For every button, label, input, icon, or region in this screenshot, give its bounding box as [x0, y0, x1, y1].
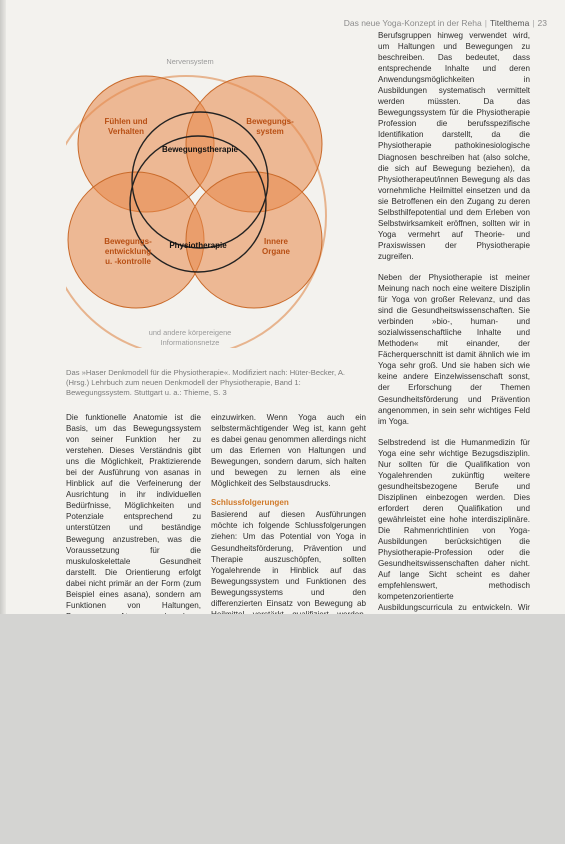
figure-caption: Das »Haser Denkmodell für die Physiotherapie«. Modifiziert nach: Hüter-Becker, A. (Hrsg.) Lehrbuch zum neuen Denkmodell der Physiotherapie, Band 1: Bewegungssystem. Stuttgart u. a.: Thieme, S. 3 [66, 368, 345, 397]
page-number: 23 [537, 18, 547, 28]
running-title: Das neue Yoga-Konzept in der Reha [343, 18, 482, 28]
outer-label-bottom-2: Informationsnetze [160, 338, 220, 347]
section-name: Titelthema [489, 18, 530, 28]
paragraph: Basierend auf diesen Ausführungen möchte ich folgende Schlussfolgerungen ziehen: Um das Potential von Yoga in Gesundheitsförderung, Prävention und Therapie auszuschöpfen, sollten Yogalehrende in Hinblick auf das Bewegungssystem und Funktionen des Bewegungssystems und den differenzierten Einsatz von Bewegung ab [211, 510, 366, 608]
venn-diagram [66, 48, 366, 348]
paragraph: Die funktionelle Anatomie ist die Basis, um das Bewegungssystem von seiner Funktion her zu verstehen. Dieses Verständnis gibt uns die Möglichkeit, Praktizierende bei der Ausführung von asanas in Hinblick auf die Verfeinerung der Ausrichtung in ihr individuellen Bedürfnisse, Möglichkeiten und Potenziale entsprechend zu unterstützen und beständige Bewegung anzustreben, was die Voraussetzung für die muskuloskelettale Gesundheit darstellt. Die Orientierung erfolgt dabei nicht primär an der Form (zum Beispiel eines asana), sondern am Funktionen von Haltungen, [66, 413, 201, 610]
text-column-3 [378, 30, 530, 690]
running-header: Das neue Yoga-Konzept in der Reha | Titelthema | 23 [343, 18, 547, 28]
label-physiotherapie: Physiotherapie [169, 241, 227, 250]
label-tr-1: Bewegungs- [246, 117, 294, 126]
paragraph: Selbstredend ist die Humanmedizin für Yoga eine sehr wichtige Bezugsdisziplin. Nur sollten für die Qualifikation von Yogalehrenden zukünftig weitere gesundheitsbezogene Berufe und Disziplinen einbezogen werden. Dies erfordert deren Qualifikation und gewährleistet eine hohe interdisziplinäre. Die Rahmenrichtlinien von Yoga-Ausbildungen berücksichtigen die Physiotherapie-Profession oder die Gesundheitswissenschaften daher nicht. Auf lange Sicht scheint es daher empfehlenswert, methodisch kompetenzorientierte Ausbildungscurricula zu entwickeln. Wir [378, 437, 530, 613]
label-bl-1: Bewegungs- [104, 237, 152, 246]
label-tl-2: Verhalten [107, 127, 145, 136]
paragraph: einzuwirken. Wenn Yoga auch ein selbstermächtigender Weg ist, kann geht es dabei genau genommen allerdings nicht um das Erlernen von Haltungen und Bewegungen, sondern darum, sich halten und bewegen zu lernen als eine Möglichkeit des Selbstausdrucks. [211, 413, 366, 489]
paragraph: Berufsgruppen hinweg verwendet wird, um Haltungen und Bewegungen zu beschreiben. Das bedeutet, dass entsprechende Inhalte und deren Anwendungsmöglichkeiten in Ausbildungen systematisch vermittelt werden müssten. Da das Bewegungssystem für die Physiotherapie Profession die berufsspezifische Identifikation darstellt, da die Physiotherapie pathokinesiologische Diagnosen beschreiben hat (also solche, die sich auf Bewegung beziehen), da Physiotherapeut/innen Bewegung als das vornehmliche Heilmittel einsetzen und da sie Betroffenen ein den Zugang zu deren Selbsthilfepotential und dem Erleben von Selbstwirksamkeit eröffnen, sollten wir in Yoga vermehrt auf Theorie- und Praxiswissen der Physiotherapie zugreifen. [378, 31, 530, 261]
outer-label-top: Nervensystem [166, 57, 214, 66]
outer-label-bottom-1: und andere körpereigene [148, 328, 232, 337]
book-page [6, 0, 565, 614]
scan-background [0, 614, 565, 844]
label-tl-1: Fühlen und [104, 117, 148, 126]
label-tr-2: system [256, 127, 284, 136]
label-bl-3: u. -kontrolle [105, 257, 151, 266]
label-br-2: Organe [261, 247, 291, 256]
label-bewegungstherapie: Bewegungstherapie [161, 145, 239, 154]
label-br-1: Innere [263, 237, 289, 246]
circle-bottom-right [186, 172, 322, 308]
paragraph: Neben der Physiotherapie ist meiner Meinung nach noch eine weitere Disziplin für Yoga von großer Relevanz, und das sind die Gesundheitswissenschaften. Sie verbinden »bio-, human- und sozialwissenschaftliche Inhalte und Methoden« mit einander, der Fächerquerschnitt ist damit ähnlich wie im Yoga sehr groß. Und sie haben sich wie keine andere Einzelwissenschaft sonst, der Erforschung der Themen Gesundheitsförderung und Prävention angenommen, in sein sehr wichtiges Feld im Yoga. [378, 272, 530, 426]
subheading-schlussfolgerungen: Schlussfolgerungen [211, 498, 289, 508]
four-circles [68, 76, 322, 308]
label-bl-2: entwicklung [104, 247, 152, 256]
